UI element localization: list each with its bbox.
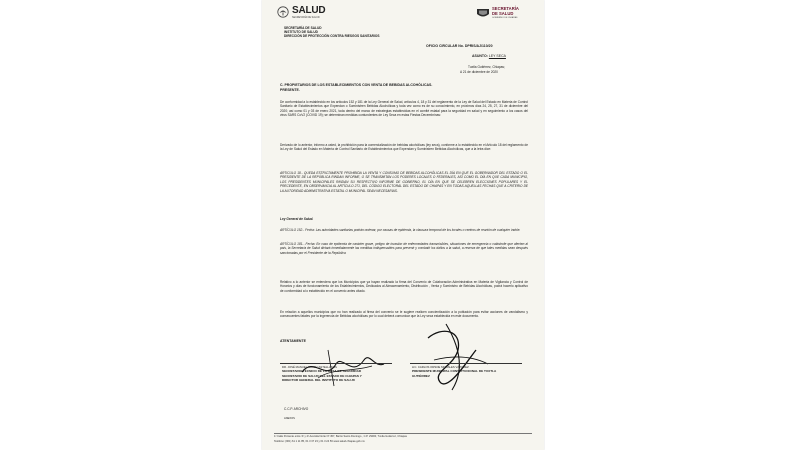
chiapas-salud-logo (476, 6, 536, 22)
asunto-value: LEY SECA (488, 54, 506, 58)
sig-right-line2: GUTIÉRREZ (412, 373, 430, 378)
ccp-archivo: C.C.P. ARCHIVO (284, 407, 309, 411)
sig-right-name: LIC. CARLOS ORSOE MORALES VÁZQUEZ (412, 365, 469, 369)
footer-divider (274, 433, 532, 434)
atentamente: ATENTAMENTE (280, 339, 306, 343)
signature-line-right (410, 363, 522, 364)
sig-left-name: DR. JOSÉ MANUEL CRUZ CASTELLANOS (282, 365, 337, 369)
dept-line-1: SECRETARÍA DE SALUD (284, 26, 322, 30)
paragraph-article-152: ARTÍCULO 152.- Fecha: Las autoridades sanitarias podrán ordenar, por causas de epidemia, la clausura temporal de los locales o centros de reunión de cualquier índole. (280, 228, 521, 232)
footer-contact: Teléfono: (961) 61 1 11 85, 61 3 37 23 y 61 3 24 56 www.salud.chiapas.gob.mx (274, 440, 365, 443)
paragraph-article-181: ARTÍCULO 181.- Fecha: En caso de epidemia de carácter grave, peligro de invasión de enfermedades transmisibles, situaciones de emergencia o catástrofe que afecten al país, la Secretaría de Salud dictará inmediatamente las medidas indispensables para prevenir y combatir los daños a la salud, a reserva de que tales medidas sean después sancionadas por el Presidente de la República (280, 242, 528, 255)
footer-address: 1ª Calle Poniente entre 3ª y 4ª Avenida Norte Nº 457, Barrio Santo Domingo , C.P. 29000, Tuxtla Gutiérrez, Chiapas (274, 435, 407, 438)
dept-line-2: INSTITUTO DE SALUD (284, 30, 318, 34)
oficio-circular-number: OFICIO CIRCULAR No. DPRIS/AJ/110/20 (426, 44, 493, 48)
state-crest-icon (476, 7, 490, 19)
paragraph-prohibition: Derivado de lo anterior, informo a usted, la prohibición para la comercialización de bebidas alcohólicas (ley seca), conforme a lo establecido en el Artículo 18 del reglamento de la Ley de Salud del Estado en Materia de Control Sanitario de Establecimientos que Expendan y Suministren Bebidas Alcohólicas, que a la letra dice: (280, 143, 528, 152)
paragraph-municipios: En relación a aquellos municipios que no han realizado al firma del convenio se le sugiere realicen concientización a la población para evitar acciones de vandalismo y consecuentes fatales por la ingerencia de Bebidas alcohólicas por lo cual deberá comunicar que la Ley seca establecida en este documento. (280, 310, 528, 319)
handwritten-signatures (262, 320, 544, 400)
signature-line-left (280, 363, 392, 364)
lgs-title: Ley General de Salud. (280, 217, 314, 221)
place: Tuxtla Gutiérrez, Chiapas; (468, 65, 505, 69)
sig-left-line3: DIRECTOR GENERAL DEL INSTITUTO DE SALUD (282, 378, 355, 382)
presente: PRESENTE. (280, 88, 300, 92)
date: A 21 de diciembre de 2020 (460, 70, 498, 74)
paragraph-convenio: Relativo a lo anterior se entendera que los Municipios que ya hayan realizado la firma del Convenio de Colaboración Administrativa en Materia de Vigilancia y Control de Horarios y días de funcionamiento de los Establecimientos, Dedicados al Almacenamiento, Distribución , Venta y Suministro de Bebidas Alcohólicas, podrá hacerlo aplicativo de conformidad a lo establecido en el convenio antes citado. (280, 280, 528, 293)
sig-left-line1: SECRETARIO TÉCNICO DE LA MESA DE SEGURIDAD (282, 369, 362, 373)
document-page (262, 0, 544, 450)
logo-salud-text: SALUD (292, 5, 326, 16)
dept-line-3: DIRECCIÓN DE PROTECCIÓN CONTRA RIESGOS SANITARIOS (284, 34, 380, 38)
logo-right-line1: SECRETARÍA (492, 6, 519, 11)
asunto-row (472, 55, 506, 59)
logo-right-line2: DE SALUD (492, 10, 514, 16)
paragraph-article-18: ARTICULO 18.- QUEDA ESTRICTAMENTE PROHIBIDA LA VENTA Y CONSUMO DE BEBIDAS ALCOHÓLICAS EL DÍA EN QUE EL GOBERNADOR DEL ESTADO O EL PRESIDENTE DE LA REPÚBLICA RINDAN INFORME, O SE TRANSMITAN LOS PODERES LOCALES O FEDERALES, ASÍ COMO EL DÍA EN QUE CADA MUNICIPIO, LOS PRESIDENTES MUNICIPALES RINDAN SU RESPECTIVO INFORME DE GOBIERNO, EL DÍA EN QUE SE CELEBREN ELECCIONES POPULARES Y EL PRECEDENTE, EN OBSERVANCIA AL ARTÍCULO 271, DEL CÓDIGO ELECTORAL DEL ESTADO DE CHIAPAS Y EN TODAS AQUELLAS FECHAS QUE A CRITERIO DE LA AUTORIDAD ADMINISTRATIVA ESTATAL O MUNICIPAL SEAN NECESARIAS. (280, 171, 528, 193)
sig-right-line1: PRESIDENTE MUNICIPAL CONSTITUCIONAL DE TUXTLA (412, 369, 497, 373)
sig-left-line2: SECRETARIO DE SALUD DEL ESTADO DE CHIAPAS Y (282, 373, 362, 378)
eagle-emblem-icon (276, 6, 290, 18)
asunto-label: ASUNTO: (472, 54, 488, 58)
anexos: ANEXOS (284, 417, 295, 420)
logo-right-subtext: GOBIERNO DE CHIAPAS (492, 16, 518, 19)
addressee: C. PROPIETARIOS DE LOS ESTABLECIMIENTOS CON VENTA DE BEBIDAS ALCOHÓLICAS. (280, 83, 433, 87)
paragraph-legal-basis: De conformidad a lo establecido en los artículos 152 y 181 de la Ley General de Salud, artículos 4, 18 y 31 del reglamento de la Ley de Salud del Estado en Materia de Control Sanitario de Establecimientos que Expendan o Suministren Bebidas Alcohólicas y toda vez como es de su conocimiento, en próximos días 24, 25, 27, 31 de diciembre del 2020; así como 01 y 03 de enero 2021, toda dentro del marco de estrategias establecidas en el comité estatal para la seguridad en salud y en seguimiento a los casos del virus SARS CoV2 (COVID 19); se determinan medidas contundentes de Ley Seca en estas Fiestas Decembrinas: (280, 100, 528, 118)
logo-salud-subtext: SECRETARÍA DE SALUD (292, 15, 320, 19)
